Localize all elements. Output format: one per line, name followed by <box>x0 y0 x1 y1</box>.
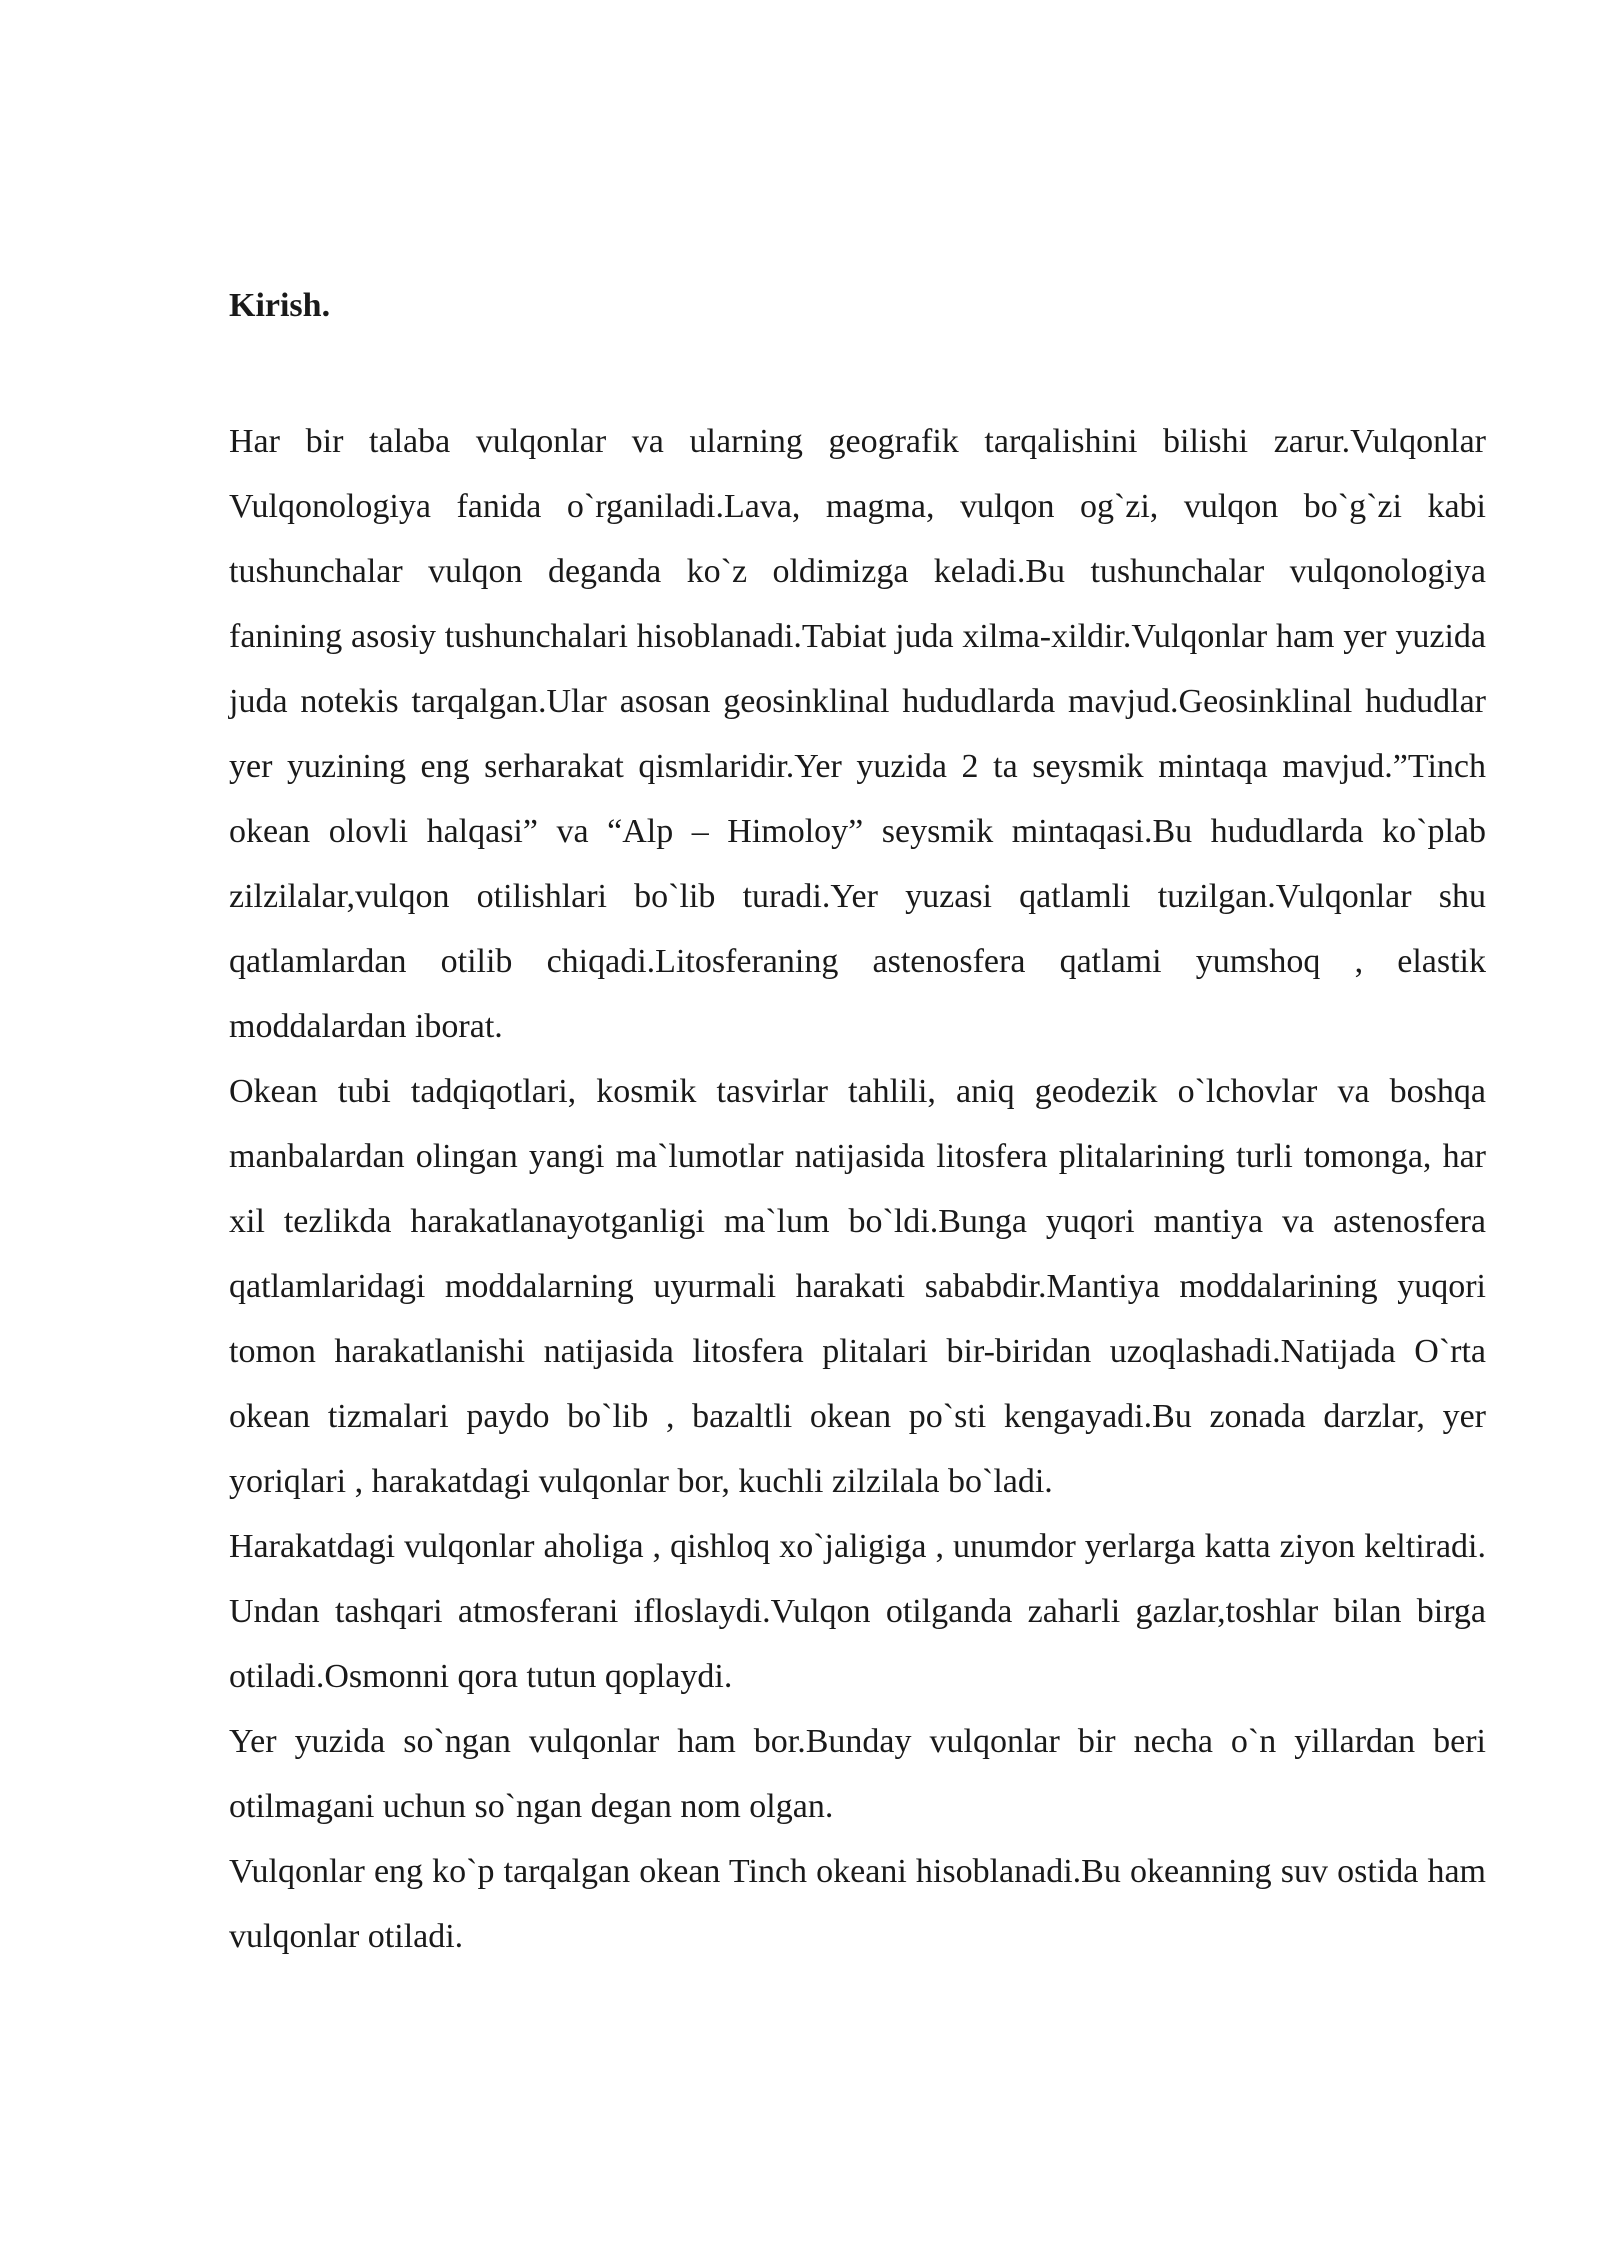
document-body <box>229 280 1486 1969</box>
paragraph-extinct: Yer yuzida so`ngan vulqonlar ham bor.Bunday vulqonlar bir necha o`n yillardan beri otilmagani uchun so`ngan degan nom olgan. <box>229 1723 1486 1825</box>
paragraph-intro: Har bir talaba vulqonlar va ularning geografik tarqalishini bilishi zarur.Vulqonlar Vulqonologiya fanida o`rganiladi.Lava, magma, vulqon og`zi, vulqon bo`g`zi kabi tushunchalar vulqon deganda ko`z oldimizga keladi.Bu tushunchalar vulqonologiya fanining asosiy tushunchalari hisoblanadi.Tabiat juda xilma-xildir.Vulqonlar ham yer yuzida juda notekis tarqalgan.Ular asosan geosinklinal hududlarda mavjud.Geosinklinal hududlar yer yuzining eng serharakat qismlaridir.Yer yuzida 2 ta seysmik mintaqa mavjud.”Tinch okean olovli halqasi” va “Alp – Himoloy” seysmik mintaqasi.Bu hududlarda ko`plab zilzilalar,vulqon otilishlari bo`lib turadi.Yer yuzasi qatlamli tuzilgan.Vulqonlar shu qatlamlardan otilib chiqadi.Litosferaning astenosfera qatlami yumshoq , elastik moddalardan iborat. <box>229 423 1486 1045</box>
paragraph-damage: Harakatdagi vulqonlar aholiga , qishloq xo`jaligiga , unumdor yerlarga katta ziyon keltiradi. Undan tashqari atmosferani ifloslaydi.Vulqon otilganda zaharli gazlar,toshlar bilan birga otiladi.Osmonni qora tutun qoplaydi. <box>229 1528 1486 1695</box>
paragraph-plates: Okean tubi tadqiqotlari, kosmik tasvirlar tahlili, aniq geodezik o`lchovlar va boshqa manbalardan olingan yangi ma`lumotlar natijasida litosfera plitalarining turli tomonga, har xil tezlikda harakatlanayotganligi ma`lum bo`ldi.Bunga yuqori mantiya va astenosfera qatlamlaridagi moddalarning uyurmali harakati sababdir.Mantiya moddalarining yuqori tomon harakatlanishi natijasida litosfera plitalari bir-biridan uzoqlashadi.Natijada O`rta okean tizmalari paydo bo`lib , bazaltli okean po`sti kengayadi.Bu zonada darzlar, yer yoriqlari , harakatdagi vulqonlar bor, kuchli zilzilala bo`ladi. <box>229 1073 1486 1500</box>
document-heading: Kirish. <box>229 287 331 324</box>
paragraph-pacific: Vulqonlar eng ko`p tarqalgan okean Tinch okeani hisoblanadi.Bu okeanning suv ostida ham vulqonlar otiladi. <box>229 1853 1486 1955</box>
